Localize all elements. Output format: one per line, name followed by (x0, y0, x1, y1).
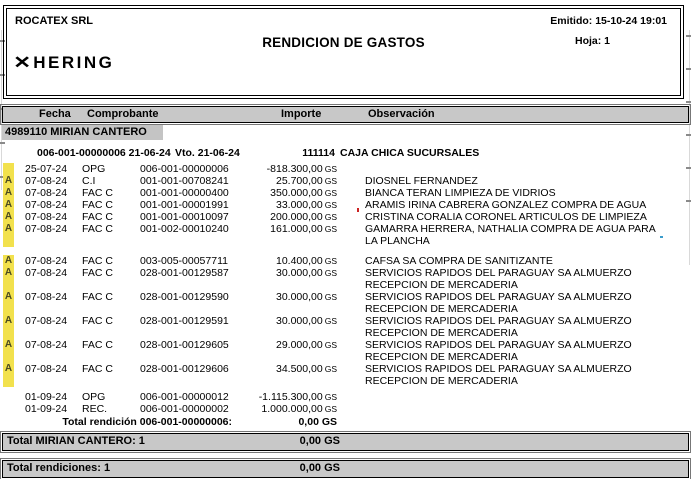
column-header-fecha: Fecha (39, 108, 71, 120)
row-doc-number: 001-002-00010240 (140, 223, 229, 235)
total-person-amount: 0,00 GS (299, 435, 340, 447)
edge-tick (0, 74, 5, 76)
row-date: 25-07-24 (25, 163, 68, 175)
row-date: 07-08-24 (25, 363, 68, 375)
column-header-observacion: Observación (368, 108, 435, 120)
total-person-bar (2, 433, 689, 451)
rendition-header-row (0, 147, 691, 160)
row-observation: SERVICIOS RAPIDOS DEL PARAGUAY SA ALMUERZO RECEPCION DE MERCADERIA (365, 339, 632, 363)
table-row (0, 403, 691, 415)
edge-tick (0, 142, 5, 144)
row-doc-number: 028-001-00129590 (140, 291, 229, 303)
row-date: 07-08-24 (25, 339, 68, 351)
row-currency: GS (324, 340, 337, 350)
row-doc-type: REC. (82, 403, 108, 415)
row-amount: 30.000,00 GS (276, 267, 337, 279)
row-flag (3, 403, 14, 415)
scan-artifact-red (357, 208, 359, 212)
row-amount: 200.000,00 GS (270, 211, 337, 223)
row-flag: A (4, 211, 13, 222)
row-observation (365, 391, 687, 403)
account-code: 111114 (302, 147, 335, 159)
row-observation: DIOSNEL FERNANDEZ (365, 175, 478, 187)
row-observation: SERVICIOS RAPIDOS DEL PARAGUAY SA ALMUERZO RECEPCION DE MERCADERIA (365, 315, 632, 339)
table-row (0, 255, 691, 267)
row-currency: GS (324, 188, 337, 198)
row-doc-number: 028-001-00129605 (140, 339, 229, 351)
column-header-comprobante: Comprobante (87, 108, 159, 120)
row-doc-type: FAC C (82, 199, 113, 211)
row-doc-number: 001-001-00708241 (140, 175, 229, 187)
row-currency: GS (324, 176, 337, 186)
row-currency: GS (324, 200, 337, 210)
row-amount: 29.000,00 GS (276, 339, 337, 351)
row-amount: 10.400,00 GS (276, 255, 337, 267)
row-amount: 161.000,00 GS (270, 223, 337, 235)
row-doc-number: 006-001-00000006 (140, 163, 229, 175)
row-date: 07-08-24 (25, 199, 68, 211)
account-name: CAJA CHICA SUCURSALES (340, 147, 480, 159)
total-rendition-label: Total rendición 006-001-00000006: (62, 416, 232, 428)
table-row (0, 363, 691, 387)
row-amount: 350.000,00 GS (270, 187, 337, 199)
row-date: 07-08-24 (25, 315, 68, 327)
row-flag: A (3, 291, 14, 315)
row-doc-number: 003-005-00057711 (140, 255, 228, 267)
group-header (2, 126, 163, 138)
table-row (0, 223, 691, 247)
column-header-importe: Importe (281, 108, 322, 120)
row-amount: 1.000.000,00 GS (261, 403, 337, 415)
row-date: 07-08-24 (25, 211, 68, 223)
row-doc-type: OPG (82, 163, 106, 175)
group-title: 4989110 MIRIAN CANTERO (2, 125, 163, 140)
edge-tick (686, 134, 691, 136)
row-flag: A (4, 175, 13, 186)
row-observation (365, 403, 687, 415)
row-flag: A (4, 255, 13, 266)
detail-rows (0, 163, 691, 429)
row-flag (3, 163, 14, 175)
row-observation: GAMARRA HERRERA, NATHALIA COMPRA DE AGUA PARA LA PLANCHA (365, 223, 656, 247)
row-date: 07-08-24 (25, 223, 68, 235)
edge-tick (686, 101, 691, 103)
edge-tick (686, 68, 691, 70)
row-observation: BIANCA TERAN LIMPIEZA DE VIDRIOS (365, 187, 556, 199)
rendition-number-date: 006-001-00000006 21-06-24 (37, 147, 171, 159)
row-doc-type: FAC C (82, 267, 113, 279)
row-currency: GS (324, 404, 337, 414)
row-date: 07-08-24 (25, 175, 68, 187)
row-currency: GS (324, 364, 337, 374)
emitted-timestamp: Emitido: 15-10-24 19:01 (550, 15, 667, 27)
table-row (0, 175, 691, 187)
row-observation (365, 163, 687, 175)
total-person-label: Total MIRIAN CANTERO: 1 (7, 435, 145, 447)
row-flag: A (3, 315, 14, 339)
row-flag: A (3, 339, 14, 363)
page-number: Hoja: 1 (574, 35, 610, 47)
row-flag: A (3, 223, 14, 247)
brand-name: HERING (33, 53, 115, 72)
row-doc-type: OPG (82, 391, 106, 403)
row-currency: GS (324, 268, 337, 278)
row-date: 07-08-24 (25, 187, 68, 199)
row-amount: -1.115.300,00 GS (258, 391, 337, 403)
total-rendition-row (0, 416, 691, 429)
table-header-bar (2, 106, 689, 123)
row-doc-number: 028-001-00129587 (140, 267, 229, 279)
total-rendition-amount: 0,00 GS (298, 416, 337, 428)
row-doc-type: FAC C (82, 211, 113, 223)
table-row (0, 187, 691, 199)
row-date: 07-08-24 (25, 267, 68, 279)
table-row (0, 267, 691, 291)
brand-logo (15, 53, 114, 73)
row-currency: GS (324, 224, 337, 234)
table-row (0, 315, 691, 339)
row-doc-type: FAC C (82, 255, 113, 267)
row-observation: CRISTINA CORALIA CORONEL ARTICULOS DE LIMPIEZA (365, 211, 647, 223)
total-renditions-bar (2, 460, 689, 478)
company-name: ROCATEX SRL (15, 15, 94, 27)
row-doc-type: C.I (82, 175, 96, 187)
row-doc-type: FAC C (82, 223, 113, 235)
row-doc-number: 006-001-00000002 (140, 403, 229, 415)
row-currency: GS (324, 164, 337, 174)
row-flag: A (4, 187, 13, 198)
total-renditions-label: Total rendiciones: 1 (7, 462, 111, 474)
row-observation: SERVICIOS RAPIDOS DEL PARAGUAY SA ALMUERZO RECEPCION DE MERCADERIA (365, 363, 632, 387)
row-observation: SERVICIOS RAPIDOS DEL PARAGUAY SA ALMUERZO RECEPCION DE MERCADERIA (365, 267, 632, 291)
row-doc-type: FAC C (82, 187, 113, 199)
row-flag: A (3, 363, 14, 387)
row-doc-number: 028-001-00129606 (140, 363, 229, 375)
row-flag (3, 391, 14, 403)
row-date: 01-09-24 (25, 403, 68, 415)
row-flag: A (4, 199, 13, 210)
table-row (0, 339, 691, 363)
row-flag: A (3, 267, 14, 291)
edge-tick (0, 40, 5, 42)
row-amount: 25.700,00 GS (276, 175, 337, 187)
table-row (0, 291, 691, 315)
row-currency: GS (324, 316, 337, 326)
table-row (0, 211, 691, 223)
rendition-vto: Vto. 21-06-24 (175, 147, 240, 159)
row-date: 01-09-24 (25, 391, 68, 403)
row-observation: ARAMIS IRINA CABRERA GONZALEZ COMPRA DE AGUA (365, 199, 647, 211)
row-amount: -818.300,00 GS (266, 163, 337, 175)
row-currency: GS (324, 292, 337, 302)
row-amount: 30.000,00 GS (276, 315, 337, 327)
row-doc-type: FAC C (82, 363, 113, 375)
row-observation: SERVICIOS RAPIDOS DEL PARAGUAY SA ALMUERZO RECEPCION DE MERCADERIA (365, 291, 632, 315)
scan-artifact-blue (660, 236, 663, 238)
edge-tick (686, 35, 691, 37)
row-amount: 33.000,00 GS (276, 199, 337, 211)
report-title: RENDICION DE GASTOS (262, 35, 425, 50)
row-doc-type: FAC C (82, 339, 113, 351)
report-header-box (6, 8, 681, 96)
row-doc-number: 028-001-00129591 (140, 315, 229, 327)
row-amount: 34.500,00 GS (276, 363, 337, 375)
table-row (0, 391, 691, 403)
row-doc-number: 001-001-00010097 (140, 211, 229, 223)
row-currency: GS (324, 392, 337, 402)
row-date: 07-08-24 (25, 291, 68, 303)
hering-x-icon: ✕ (13, 53, 32, 72)
row-observation: CAFSA SA COMPRA DE SANITIZANTE (365, 255, 553, 267)
row-currency: GS (324, 212, 337, 222)
row-doc-type: FAC C (82, 315, 113, 327)
row-doc-number: 006-001-00000012 (140, 391, 229, 403)
table-row (0, 163, 691, 175)
table-row (0, 199, 691, 211)
row-doc-type: FAC C (82, 291, 113, 303)
row-doc-number: 001-001-00000400 (140, 187, 229, 199)
row-doc-number: 001-001-00001991 (140, 199, 229, 211)
row-currency: GS (324, 256, 337, 266)
row-date: 07-08-24 (25, 255, 68, 267)
total-renditions-amount: 0,00 GS (299, 462, 340, 474)
row-amount: 30.000,00 GS (276, 291, 337, 303)
